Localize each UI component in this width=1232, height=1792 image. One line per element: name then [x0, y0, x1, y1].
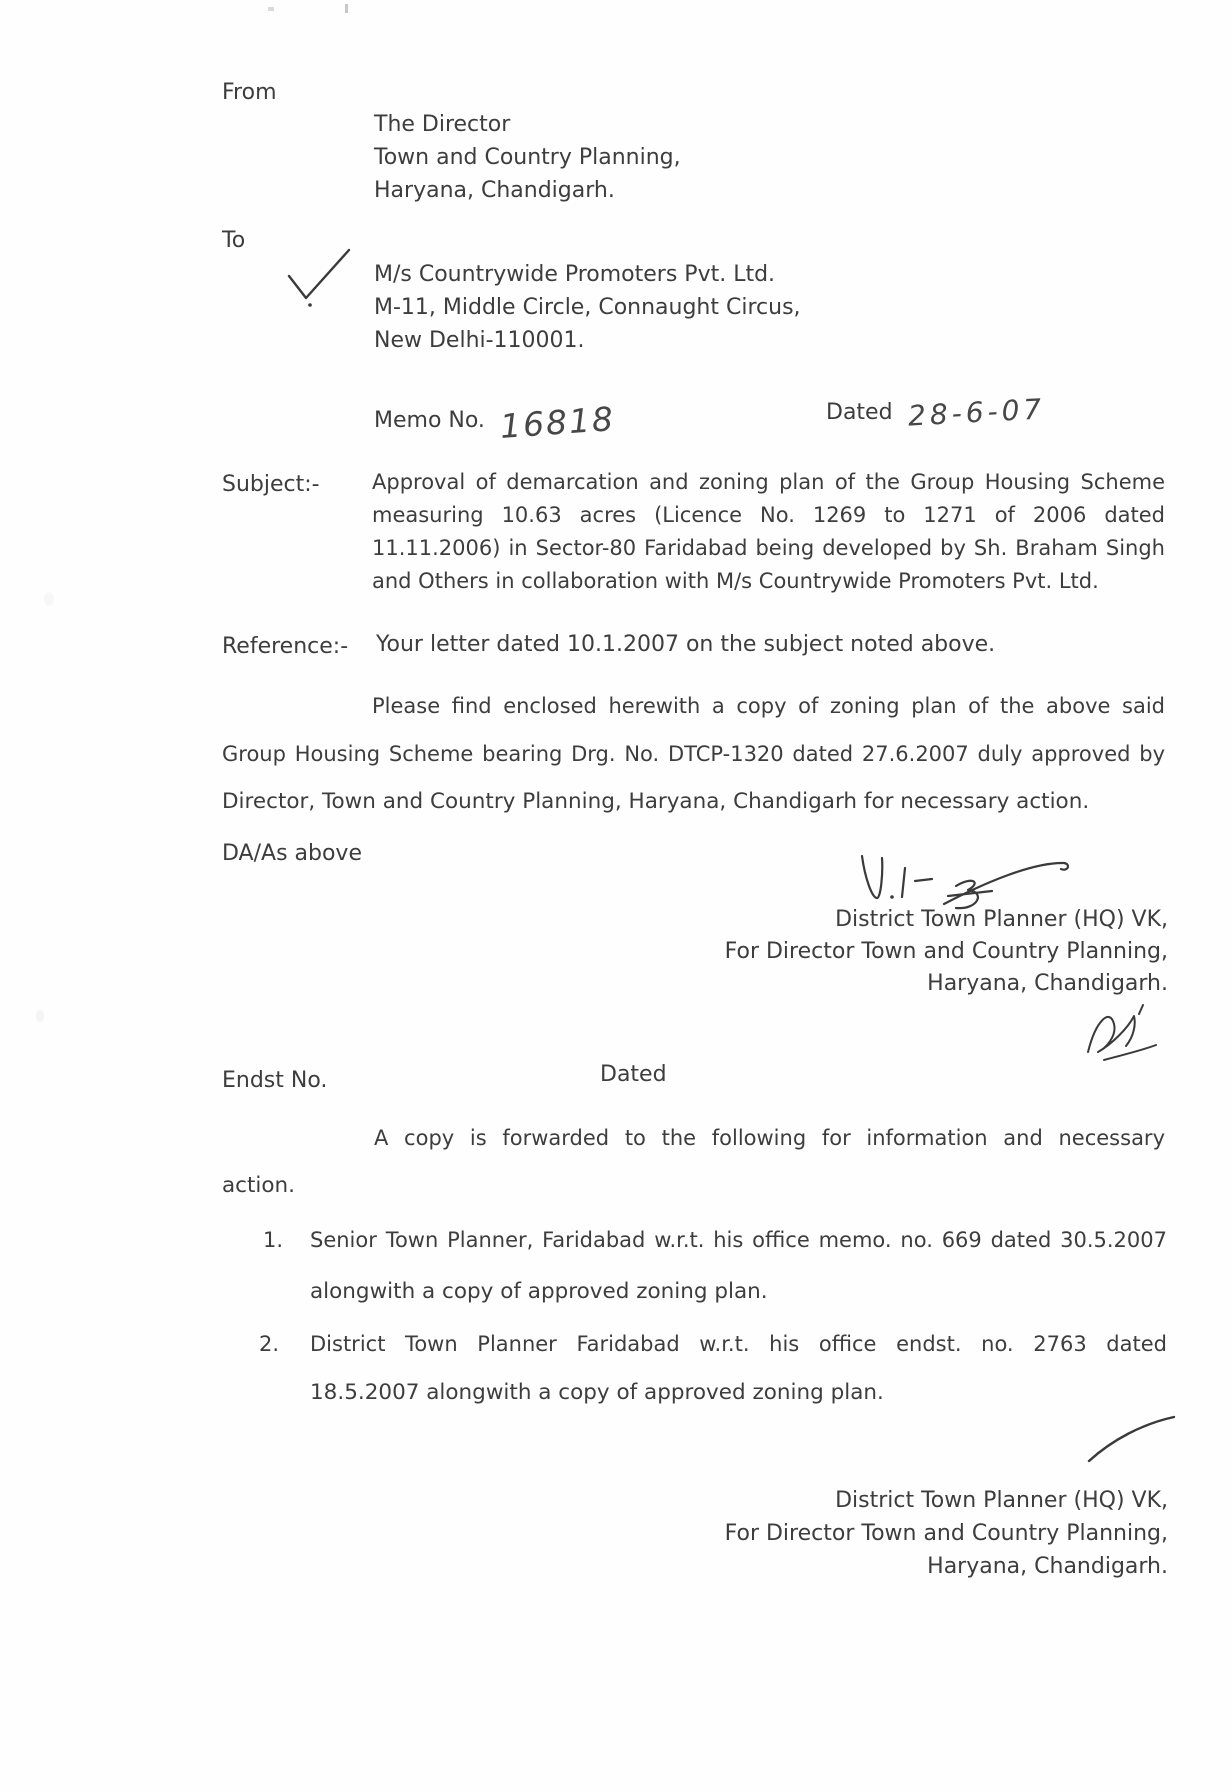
- from-label: From: [222, 80, 277, 105]
- subject-label: Subject:-: [222, 472, 320, 497]
- body-line: Director, Town and Country Planning, Haryana, Chandigarh for necessary action.: [222, 789, 1090, 814]
- recipient-line: New Delhi-110001.: [374, 328, 585, 353]
- sender-line: Haryana, Chandigarh.: [374, 178, 615, 203]
- list-item-line: 18.5.2007 alongwith a copy of approved zoning plan.: [310, 1380, 884, 1405]
- sender-line: The Director: [374, 112, 511, 137]
- body-line: Please find enclosed herewith a copy of zoning plan of the above said: [372, 694, 1165, 718]
- reference-text: Your letter dated 10.1.2007 on the subject noted above.: [376, 632, 996, 657]
- signature-block: [560, 1484, 1168, 1583]
- memo-no-label: Memo No.: [374, 408, 485, 433]
- forward-line: action.: [222, 1173, 296, 1198]
- signature-block-line: District Town Planner (HQ) VK,: [835, 1488, 1168, 1513]
- signature-block-line: Haryana, Chandigarh.: [927, 1554, 1168, 1579]
- memo-number-handwritten: 16818: [498, 399, 617, 446]
- body-line: Group Housing Scheme bearing Drg. No. DTCP-1320 dated 27.6.2007 duly approved by: [222, 742, 1165, 766]
- list-item-number: 1.: [263, 1228, 284, 1252]
- subject-line: and Others in collaboration with M/s Countrywide Promoters Pvt. Ltd.: [372, 569, 1099, 593]
- signature-block: [560, 904, 1168, 1000]
- signature-block-line: For Director Town and Country Planning,: [724, 1521, 1168, 1546]
- list-item-line: alongwith a copy of approved zoning plan.: [310, 1279, 768, 1304]
- scan-speck: [44, 592, 54, 606]
- forward-line: A copy is forwarded to the following for information and necessary: [374, 1126, 1165, 1150]
- signature-block-line: District Town Planner (HQ) VK,: [835, 907, 1168, 932]
- subject-line: Approval of demarcation and zoning plan of the Group Housing Scheme: [372, 470, 1165, 494]
- recipient-line: M-11, Middle Circle, Connaught Circus,: [374, 295, 801, 320]
- recipient-line: M/s Countrywide Promoters Pvt. Ltd.: [374, 262, 776, 287]
- endst-dated-label: Dated: [600, 1062, 667, 1087]
- signature-scribble-icon: [1076, 1002, 1170, 1066]
- scan-speck: [345, 4, 348, 13]
- signature-stroke-icon: [1086, 1414, 1178, 1464]
- scan-speck: [36, 1010, 44, 1022]
- enclosure-note: DA/As above: [222, 841, 362, 866]
- endst-no-label: Endst No.: [222, 1068, 328, 1093]
- date-handwritten: 28-6-07: [907, 392, 1047, 433]
- dated-label: Dated: [826, 400, 893, 425]
- signature-block-line: For Director Town and Country Planning,: [724, 939, 1168, 964]
- sender-line: Town and Country Planning,: [374, 145, 681, 170]
- tick-mark-icon: [283, 246, 355, 308]
- list-item-number: 2.: [259, 1332, 280, 1356]
- reference-label: Reference:-: [222, 634, 349, 659]
- subject-line: measuring 10.63 acres (Licence No. 1269 to 1271 of 2006 dated: [372, 503, 1165, 527]
- scan-speck: [268, 7, 274, 11]
- list-item-line: District Town Planner Faridabad w.r.t. his office endst. no. 2763 dated: [310, 1332, 1167, 1356]
- signature-block-line: Haryana, Chandigarh.: [927, 971, 1168, 996]
- list-item-line: Senior Town Planner, Faridabad w.r.t. his office memo. no. 669 dated 30.5.2007: [310, 1228, 1167, 1252]
- subject-line: 11.11.2006) in Sector-80 Faridabad being developed by Sh. Braham Singh: [372, 536, 1165, 560]
- to-label: To: [222, 228, 246, 253]
